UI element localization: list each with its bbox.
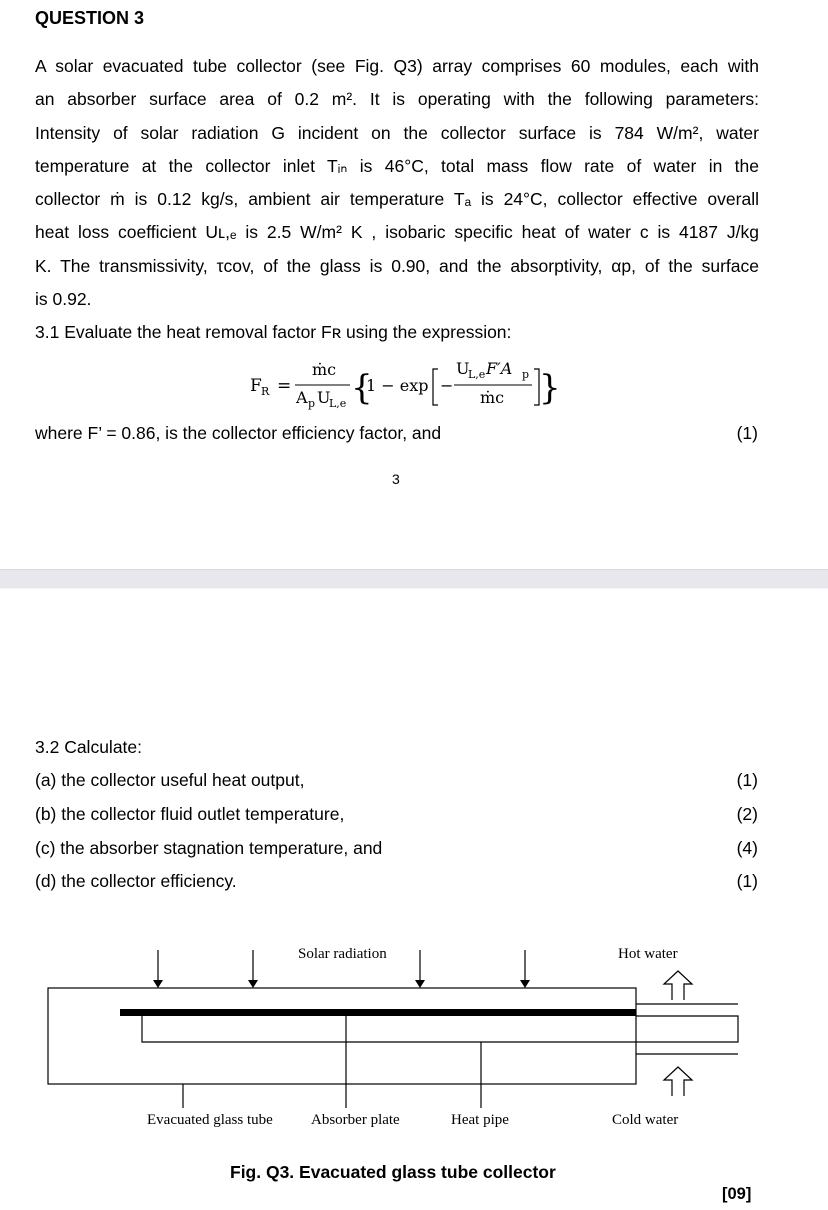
frac1-den-a-sub: p <box>308 397 316 410</box>
frac2-num-u-sub: L,e <box>468 368 486 381</box>
formula-lhs: F <box>250 376 262 396</box>
list-item-c: (c) the absorber stagnation temperature, and <box>35 838 383 858</box>
list-item-a: (a) the collector useful heat output, <box>35 770 305 790</box>
page-number: 3 <box>392 471 400 487</box>
heat-pipe <box>142 1016 738 1042</box>
list-item-c-marks: (4) <box>736 838 758 858</box>
left-bracket <box>433 369 438 405</box>
question-heading: QUESTION 3 <box>35 8 145 28</box>
left-brace: { <box>351 368 373 408</box>
list-item-b-marks: (2) <box>736 804 758 824</box>
figure-caption: Fig. Q3. Evacuated glass tube collector <box>230 1162 556 1182</box>
label-cold-water: Cold water <box>612 1112 679 1128</box>
list-item-a-marks: (1) <box>736 770 758 790</box>
frac1-den-u-sub: L,e <box>329 397 347 410</box>
right-brace: } <box>539 368 560 408</box>
frac1-den-a: A <box>296 388 308 407</box>
page-break-divider <box>0 569 828 589</box>
formula-inner: 1 − exp <box>366 376 429 395</box>
solar-arrowhead <box>520 980 530 988</box>
frac2-denominator: ṁc <box>480 388 505 407</box>
intro-line: K. The transmissivity, τcov, of the glass is 0.90, and the absorptivity, αp, of the surface <box>35 255 759 276</box>
intro-line: Intensity of solar radiation G incident on the collector surface is 784 W/m², water <box>35 122 759 143</box>
part-3-1-marks: (1) <box>736 423 758 443</box>
label-absorber-plate: Absorber plate <box>311 1112 400 1128</box>
list-item-b: (b) the collector fluid outlet temperature, <box>35 804 345 824</box>
collector-diagram <box>0 930 828 1140</box>
solar-arrowhead <box>248 980 258 988</box>
list-item-d: (d) the collector efficiency. <box>35 871 237 891</box>
intro-line: heat loss coefficient Uʟ,ₑ is 2.5 W/m² K , isobaric specific heat of water c is 4187 J/kg <box>35 222 759 243</box>
where-text: where F’ = 0.86, is the collector efficiency factor, and <box>35 423 442 443</box>
cold-water-arrow <box>664 1067 692 1096</box>
question-intro <box>35 50 759 316</box>
solar-arrowhead <box>153 980 163 988</box>
frac2-num-f: F′A <box>486 359 513 378</box>
intro-line: temperature at the collector inlet Tᵢₙ is 46°C, total mass flow rate of water in the <box>35 155 759 176</box>
list-item-d-marks: (1) <box>736 871 758 891</box>
frac1-numerator: ṁc <box>312 360 337 379</box>
heat-removal-formula <box>250 355 560 415</box>
intro-line: is 0.92. <box>35 289 92 310</box>
intro-line: A solar evacuated tube collector (see Fig. Q3) array comprises 60 modules, each with <box>35 56 759 76</box>
formula-lhs-sub: R <box>261 385 270 398</box>
part-3-1-prompt: 3.1 Evaluate the heat removal factor Fʀ using the expression: <box>35 322 512 342</box>
formula-minus: − <box>440 376 454 395</box>
part-3-2-prompt: 3.2 Calculate: <box>35 737 143 757</box>
frac1-den-u: U <box>317 388 331 407</box>
solar-arrowhead <box>415 980 425 988</box>
label-solar-radiation: Solar radiation <box>298 946 387 962</box>
formula-equals: = <box>277 376 292 396</box>
frac2-num-f-sub: p <box>522 368 530 381</box>
label-evacuated-glass-tube: Evacuated glass tube <box>147 1112 273 1128</box>
formula-graphic <box>250 355 560 415</box>
label-hot-water: Hot water <box>618 946 678 962</box>
evacuated-glass-tube <box>48 988 636 1084</box>
absorber-plate <box>120 1009 636 1016</box>
intro-line: collector ṁ is 0.12 kg/s, ambient air temperature Tₐ is 24°C, collector effective overall <box>35 189 759 210</box>
total-marks: [09] <box>722 1185 752 1203</box>
frac2-num-u: U <box>456 359 470 378</box>
hot-water-arrow <box>664 971 692 1000</box>
intro-line: an absorber surface area of 0.2 m². It is operating with the following parameters: <box>35 89 759 110</box>
label-heat-pipe: Heat pipe <box>451 1112 509 1128</box>
collector-figure <box>0 930 828 1145</box>
